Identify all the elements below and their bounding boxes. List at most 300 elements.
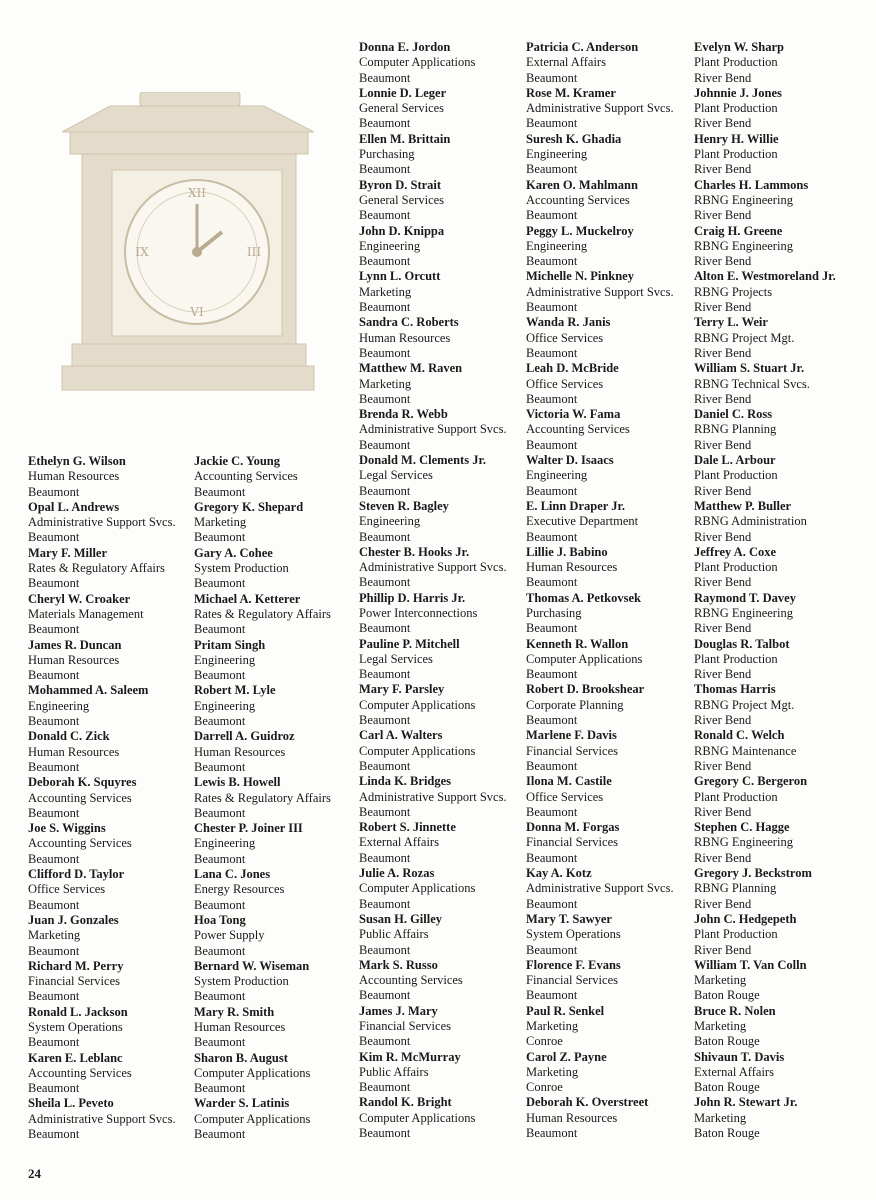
employee-location: Beaumont bbox=[359, 300, 411, 315]
employee-location: Beaumont bbox=[194, 943, 246, 958]
employee-department: RBNG Project Mgt. bbox=[694, 697, 795, 712]
employee-name: Bruce R. Nolen bbox=[694, 1003, 776, 1018]
employee-department: RBNG Project Mgt. bbox=[694, 330, 795, 345]
employee-department: Administrative Support Svcs. bbox=[526, 101, 674, 116]
employee-entry bbox=[359, 682, 525, 728]
employee-location: River Bend bbox=[694, 116, 752, 131]
employee-entry bbox=[526, 1095, 692, 1141]
employee-location: Beaumont bbox=[526, 713, 578, 728]
employee-name: Victoria W. Fama bbox=[526, 407, 621, 422]
employee-department: Human Resources bbox=[526, 560, 618, 575]
employee-location: River Bend bbox=[694, 254, 752, 269]
employee-name: John C. Hedgepeth bbox=[694, 911, 797, 926]
employee-name: Carl A. Walters bbox=[359, 728, 443, 743]
employee-entry bbox=[359, 774, 525, 820]
employee-name: Patricia C. Anderson bbox=[526, 40, 639, 54]
employee-location: Beaumont bbox=[359, 758, 411, 773]
employee-department: RBNG Administration bbox=[694, 514, 807, 529]
employee-entry bbox=[28, 821, 194, 867]
employee-name: Suresh K. Ghadia bbox=[526, 131, 622, 146]
employee-entry bbox=[359, 132, 525, 178]
employee-name: Julie A. Rozas bbox=[359, 866, 435, 881]
employee-entry bbox=[694, 1050, 860, 1096]
employee-name: Mary F. Parsley bbox=[359, 682, 445, 697]
column-1 bbox=[28, 454, 194, 1142]
employee-name: Paul R. Senkel bbox=[526, 1003, 605, 1018]
employee-name: Mark S. Russo bbox=[359, 957, 438, 972]
employee-name: Sheila L. Peveto bbox=[28, 1096, 114, 1111]
employee-name: Kim R. McMurray bbox=[359, 1049, 461, 1064]
employee-entry bbox=[694, 866, 860, 912]
employee-department: Computer Applications bbox=[359, 1110, 476, 1125]
employee-name: Robert D. Brookshear bbox=[526, 682, 645, 697]
employee-entry bbox=[28, 454, 194, 500]
employee-department: System Production bbox=[194, 561, 289, 576]
employee-entry bbox=[694, 499, 860, 545]
employee-entry bbox=[694, 591, 860, 637]
employee-entry bbox=[694, 728, 860, 774]
employee-name: Joe S. Wiggins bbox=[28, 821, 106, 836]
employee-location: Beaumont bbox=[194, 759, 246, 774]
employee-location: Beaumont bbox=[526, 70, 578, 85]
employee-name: Sandra C. Roberts bbox=[359, 315, 459, 330]
employee-name: Donald C. Zick bbox=[28, 729, 110, 744]
employee-location: Beaumont bbox=[359, 208, 411, 223]
employee-entry bbox=[694, 637, 860, 683]
employee-name: Carol Z. Payne bbox=[526, 1049, 607, 1064]
employee-department: Computer Applications bbox=[526, 651, 643, 666]
employee-name: Shivaun T. Davis bbox=[694, 1049, 785, 1064]
employee-entry bbox=[359, 912, 525, 958]
employee-location: River Bend bbox=[694, 208, 752, 223]
employee-location: Beaumont bbox=[359, 437, 411, 452]
employee-location: Beaumont bbox=[526, 300, 578, 315]
employee-department: RBNG Technical Svcs. bbox=[694, 376, 810, 391]
employee-department: Plant Production bbox=[694, 651, 778, 666]
employee-location: River Bend bbox=[694, 575, 752, 590]
employee-department: Computer Applications bbox=[359, 881, 476, 896]
employee-department: Marketing bbox=[359, 376, 412, 391]
employee-location: River Bend bbox=[694, 667, 752, 682]
employee-entry bbox=[194, 454, 360, 500]
column-2 bbox=[194, 454, 360, 1142]
employee-entry bbox=[526, 545, 692, 591]
employee-location: Beaumont bbox=[28, 851, 80, 866]
employee-name: E. Linn Draper Jr. bbox=[526, 498, 625, 513]
employee-department: Office Services bbox=[526, 789, 604, 804]
employee-entry bbox=[194, 500, 360, 546]
employee-entry bbox=[526, 728, 692, 774]
employee-entry bbox=[359, 728, 525, 774]
employee-name: Michael A. Ketterer bbox=[194, 591, 301, 606]
employee-department: RBNG Planning bbox=[694, 881, 777, 896]
employee-entry bbox=[359, 407, 525, 453]
employee-entry bbox=[526, 453, 692, 499]
employee-entry bbox=[694, 315, 860, 361]
employee-entry bbox=[526, 1050, 692, 1096]
employee-location: Beaumont bbox=[28, 1081, 80, 1096]
employee-name: Alton E. Westmoreland Jr. bbox=[694, 269, 836, 284]
employee-department: Corporate Planning bbox=[526, 697, 624, 712]
employee-name: Gregory C. Bergeron bbox=[694, 774, 808, 789]
employee-location: River Bend bbox=[694, 850, 752, 865]
employee-department: Legal Services bbox=[359, 651, 433, 666]
employee-name: Lynn L. Orcutt bbox=[359, 269, 441, 284]
employee-entry bbox=[694, 774, 860, 820]
employee-entry bbox=[28, 959, 194, 1005]
employee-entry bbox=[526, 591, 692, 637]
employee-entry bbox=[359, 958, 525, 1004]
employee-department: Administrative Support Svcs. bbox=[359, 789, 507, 804]
employee-entry bbox=[526, 40, 692, 86]
employee-entry bbox=[28, 1005, 194, 1051]
employee-department: Accounting Services bbox=[28, 1065, 132, 1080]
employee-department: Computer Applications bbox=[194, 1065, 311, 1080]
employee-location: Beaumont bbox=[28, 805, 80, 820]
employee-department: Marketing bbox=[526, 1019, 579, 1033]
employee-location: Beaumont bbox=[359, 896, 411, 911]
employee-location: Beaumont bbox=[28, 897, 80, 912]
employee-name: Wanda R. Janis bbox=[526, 315, 611, 330]
employee-department: Accounting Services bbox=[526, 192, 630, 207]
mantel-clock-icon bbox=[52, 92, 322, 402]
employee-department: Engineering bbox=[359, 514, 421, 529]
column-5 bbox=[694, 40, 860, 1141]
employee-name: James J. Mary bbox=[359, 1003, 438, 1018]
employee-name: Mary T. Sawyer bbox=[526, 911, 612, 926]
employee-location: Beaumont bbox=[526, 850, 578, 865]
employee-name: Clifford D. Taylor bbox=[28, 867, 125, 882]
employee-department: Accounting Services bbox=[28, 836, 132, 851]
employee-entry bbox=[526, 178, 692, 224]
employee-location: Beaumont bbox=[28, 943, 80, 958]
employee-name: Hoa Tong bbox=[194, 912, 246, 927]
employee-entry bbox=[526, 637, 692, 683]
employee-entry bbox=[694, 40, 860, 86]
employee-name: Marlene F. Davis bbox=[526, 728, 617, 743]
employee-location: Beaumont bbox=[194, 714, 246, 729]
employee-department: Plant Production bbox=[694, 927, 778, 942]
employee-entry bbox=[694, 545, 860, 591]
svg-text:III: III bbox=[246, 245, 262, 259]
employee-department: Human Resources bbox=[359, 330, 451, 345]
employee-entry bbox=[526, 361, 692, 407]
employee-department: Marketing bbox=[194, 515, 247, 530]
employee-location: Beaumont bbox=[526, 208, 578, 223]
employee-location: Beaumont bbox=[526, 116, 578, 131]
employee-department: Administrative Support Svcs. bbox=[526, 284, 674, 299]
employee-entry bbox=[359, 545, 525, 591]
employee-entry bbox=[526, 958, 692, 1004]
employee-department: Human Resources bbox=[526, 1110, 618, 1125]
employee-name: Matthew P. Buller bbox=[694, 498, 792, 513]
employee-department: Engineering bbox=[526, 238, 588, 253]
employee-entry bbox=[194, 775, 360, 821]
employee-department: Administrative Support Svcs. bbox=[526, 881, 674, 896]
employee-name: Warder S. Latinis bbox=[194, 1096, 290, 1111]
employee-location: Beaumont bbox=[359, 804, 411, 819]
employee-department: Administrative Support Svcs. bbox=[28, 1111, 176, 1126]
employee-location: Conroe bbox=[526, 1034, 563, 1049]
employee-department: Marketing bbox=[28, 928, 81, 943]
employee-department: Plant Production bbox=[694, 55, 778, 70]
employee-entry bbox=[526, 224, 692, 270]
employee-entry bbox=[359, 86, 525, 132]
employee-entry bbox=[359, 1004, 525, 1050]
column-3 bbox=[359, 40, 525, 1141]
employee-department: Human Resources bbox=[194, 744, 286, 759]
employee-entry bbox=[694, 178, 860, 224]
employee-entry bbox=[694, 682, 860, 728]
employee-entry bbox=[194, 638, 360, 684]
employee-entry bbox=[28, 500, 194, 546]
employee-entry bbox=[359, 224, 525, 270]
employee-name: Karen E. Leblanc bbox=[28, 1050, 123, 1065]
employee-name: Juan J. Gonzales bbox=[28, 912, 119, 927]
employee-location: Beaumont bbox=[359, 391, 411, 406]
employee-entry bbox=[359, 453, 525, 499]
employee-department: Rates & Regulatory Affairs bbox=[28, 561, 165, 576]
employee-department: Engineering bbox=[194, 652, 256, 667]
employee-location: Beaumont bbox=[28, 714, 80, 729]
employee-department: Accounting Services bbox=[194, 469, 298, 484]
employee-name: Cheryl W. Croaker bbox=[28, 591, 131, 606]
employee-location: Beaumont bbox=[194, 989, 246, 1004]
employee-department: Administrative Support Svcs. bbox=[359, 422, 507, 437]
employee-location: Beaumont bbox=[359, 713, 411, 728]
employee-name: Robert S. Jinnette bbox=[359, 820, 456, 835]
employee-location: Baton Rouge bbox=[694, 1080, 760, 1095]
employee-name: Johnnie J. Jones bbox=[694, 85, 782, 100]
employee-entry bbox=[526, 269, 692, 315]
employee-entry bbox=[694, 269, 860, 315]
employee-entry bbox=[694, 224, 860, 270]
employee-department: Plant Production bbox=[694, 147, 778, 162]
employee-location: Baton Rouge bbox=[694, 1126, 760, 1141]
employee-location: Beaumont bbox=[359, 667, 411, 682]
employee-name: Steven R. Bagley bbox=[359, 498, 449, 513]
employee-name: Richard M. Perry bbox=[28, 958, 124, 973]
employee-name: Evelyn W. Sharp bbox=[694, 40, 784, 54]
employee-name: Ronald L. Jackson bbox=[28, 1004, 128, 1019]
employee-entry bbox=[28, 683, 194, 729]
employee-location: Beaumont bbox=[359, 345, 411, 360]
employee-department: General Services bbox=[359, 192, 445, 207]
column-4 bbox=[526, 40, 692, 1141]
employee-department: Purchasing bbox=[359, 147, 415, 162]
employee-name: Leah D. McBride bbox=[526, 361, 619, 376]
employee-entry bbox=[359, 361, 525, 407]
employee-entry bbox=[694, 912, 860, 958]
employee-entry bbox=[194, 821, 360, 867]
employee-location: Beaumont bbox=[194, 1035, 246, 1050]
employee-department: RBNG Engineering bbox=[694, 192, 793, 207]
employee-department: Engineering bbox=[28, 698, 90, 713]
employee-location: River Bend bbox=[694, 483, 752, 498]
employee-name: Stephen C. Hagge bbox=[694, 820, 790, 835]
employee-entry bbox=[526, 820, 692, 866]
employee-department: Energy Resources bbox=[194, 882, 285, 897]
employee-department: System Operations bbox=[28, 1019, 123, 1034]
employee-name: Thomas Harris bbox=[694, 682, 776, 697]
svg-text:XII: XII bbox=[187, 186, 207, 200]
employee-name: Mary R. Smith bbox=[194, 1004, 275, 1019]
employee-location: Beaumont bbox=[28, 622, 80, 637]
employee-name: Brenda R. Webb bbox=[359, 407, 448, 422]
employee-entry bbox=[194, 867, 360, 913]
employee-location: Conroe bbox=[526, 1080, 563, 1095]
employee-name: Pauline P. Mitchell bbox=[359, 636, 460, 651]
employee-location: Beaumont bbox=[28, 668, 80, 683]
employee-location: Beaumont bbox=[526, 162, 578, 177]
employee-department: Materials Management bbox=[28, 606, 144, 621]
employee-department: Human Resources bbox=[28, 469, 120, 484]
employee-location: Beaumont bbox=[359, 70, 411, 85]
employee-name: Byron D. Strait bbox=[359, 177, 442, 192]
employee-name: Douglas R. Talbot bbox=[694, 636, 790, 651]
employee-department: Public Affairs bbox=[359, 927, 429, 942]
employee-location: Beaumont bbox=[28, 576, 80, 591]
employee-location: Beaumont bbox=[526, 804, 578, 819]
employee-department: Marketing bbox=[694, 1019, 747, 1033]
employee-name: Lonnie D. Leger bbox=[359, 85, 447, 100]
employee-department: Financial Services bbox=[526, 973, 618, 988]
employee-location: Beaumont bbox=[526, 575, 578, 590]
employee-department: Financial Services bbox=[28, 974, 120, 989]
employee-entry bbox=[194, 683, 360, 729]
employee-name: Lana C. Jones bbox=[194, 867, 271, 882]
employee-entry bbox=[526, 407, 692, 453]
employee-department: RBNG Engineering bbox=[694, 835, 793, 850]
employee-department: RBNG Projects bbox=[694, 284, 773, 299]
employee-entry bbox=[526, 866, 692, 912]
employee-location: Beaumont bbox=[526, 529, 578, 544]
employee-location: Beaumont bbox=[194, 1081, 246, 1096]
employee-entry bbox=[359, 315, 525, 361]
employee-location: Beaumont bbox=[194, 484, 246, 499]
employee-entry bbox=[526, 86, 692, 132]
employee-location: River Bend bbox=[694, 621, 752, 636]
employee-department: Office Services bbox=[28, 882, 106, 897]
employee-name: Walter D. Isaacs bbox=[526, 453, 614, 468]
employee-department: Engineering bbox=[194, 836, 256, 851]
employee-entry bbox=[694, 407, 860, 453]
employee-entry bbox=[194, 913, 360, 959]
employee-entry bbox=[359, 1095, 525, 1141]
employee-department: Legal Services bbox=[359, 468, 433, 483]
employee-name: Linda K. Bridges bbox=[359, 774, 452, 789]
employee-name: Sharon B. August bbox=[194, 1050, 288, 1065]
employee-name: Matthew M. Raven bbox=[359, 361, 463, 376]
employee-entry bbox=[359, 591, 525, 637]
employee-department: Power Supply bbox=[194, 928, 265, 943]
employee-department: Marketing bbox=[526, 1064, 579, 1079]
employee-name: Mary F. Miller bbox=[28, 545, 108, 560]
employee-entry bbox=[694, 958, 860, 1004]
employee-location: Beaumont bbox=[28, 530, 80, 545]
employee-name: Gregory K. Shepard bbox=[194, 499, 304, 514]
employee-entry bbox=[28, 592, 194, 638]
employee-entry bbox=[28, 546, 194, 592]
employee-department: Plant Production bbox=[694, 560, 778, 575]
employee-department: Marketing bbox=[359, 284, 412, 299]
employee-location: River Bend bbox=[694, 896, 752, 911]
employee-entry bbox=[28, 913, 194, 959]
employee-department: Engineering bbox=[359, 238, 421, 253]
employee-department: Office Services bbox=[526, 376, 604, 391]
employee-location: Beaumont bbox=[526, 988, 578, 1003]
employee-department: Plant Production bbox=[694, 468, 778, 483]
employee-name: Kenneth R. Wallon bbox=[526, 636, 629, 651]
employee-name: Donna M. Forgas bbox=[526, 820, 620, 835]
employee-entry bbox=[359, 820, 525, 866]
employee-entry bbox=[194, 729, 360, 775]
employee-name: William T. Van Colln bbox=[694, 957, 807, 972]
employee-name: Bernard W. Wiseman bbox=[194, 958, 310, 973]
employee-name: Michelle N. Pinkney bbox=[526, 269, 634, 284]
employee-department: Purchasing bbox=[526, 605, 582, 620]
employee-name: Chester B. Hooks Jr. bbox=[359, 544, 470, 559]
employee-department: System Operations bbox=[526, 927, 621, 942]
employee-name: Opal L. Andrews bbox=[28, 499, 120, 514]
employee-name: Rose M. Kramer bbox=[526, 85, 616, 100]
employee-location: Beaumont bbox=[359, 988, 411, 1003]
employee-name: Peggy L. Muckelroy bbox=[526, 223, 634, 238]
employee-department: Public Affairs bbox=[359, 1064, 429, 1079]
employee-department: Executive Department bbox=[526, 514, 639, 529]
employee-name: Craig H. Greene bbox=[694, 223, 783, 238]
employee-entry bbox=[694, 453, 860, 499]
employee-department: Human Resources bbox=[194, 1019, 286, 1034]
employee-location: Beaumont bbox=[359, 162, 411, 177]
employee-location: Beaumont bbox=[194, 668, 246, 683]
employee-name: Ilona M. Castile bbox=[526, 774, 612, 789]
employee-entry bbox=[28, 729, 194, 775]
employee-entry bbox=[28, 1051, 194, 1097]
employee-name: Raymond T. Davey bbox=[694, 590, 796, 605]
employee-location: Beaumont bbox=[359, 621, 411, 636]
employee-department: Plant Production bbox=[694, 101, 778, 116]
employee-entry bbox=[359, 637, 525, 683]
employee-entry bbox=[694, 820, 860, 866]
employee-department: Marketing bbox=[694, 973, 747, 988]
employee-entry bbox=[694, 86, 860, 132]
employee-entry bbox=[359, 866, 525, 912]
employee-location: Beaumont bbox=[526, 758, 578, 773]
employee-location: Baton Rouge bbox=[694, 1034, 760, 1049]
employee-name: John D. Knippa bbox=[359, 223, 445, 238]
employee-entry bbox=[526, 499, 692, 545]
employee-entry bbox=[194, 592, 360, 638]
employee-location: Beaumont bbox=[359, 1126, 411, 1141]
employee-department: RBNG Engineering bbox=[694, 238, 793, 253]
employee-location: Beaumont bbox=[359, 850, 411, 865]
employee-location: Beaumont bbox=[526, 254, 578, 269]
employee-name: Jackie C. Young bbox=[194, 454, 281, 468]
employee-location: Beaumont bbox=[526, 1126, 578, 1141]
employee-location: Beaumont bbox=[526, 621, 578, 636]
employee-location: Beaumont bbox=[194, 851, 246, 866]
employee-department: Engineering bbox=[526, 147, 588, 162]
employee-location: River Bend bbox=[694, 942, 752, 957]
employee-location: Beaumont bbox=[28, 989, 80, 1004]
employee-name: Donna E. Jordon bbox=[359, 40, 451, 54]
employee-location: River Bend bbox=[694, 529, 752, 544]
employee-location: Beaumont bbox=[28, 1127, 80, 1142]
employee-entry bbox=[194, 1005, 360, 1051]
employee-department: External Affairs bbox=[694, 1064, 774, 1079]
employee-entry bbox=[359, 499, 525, 545]
